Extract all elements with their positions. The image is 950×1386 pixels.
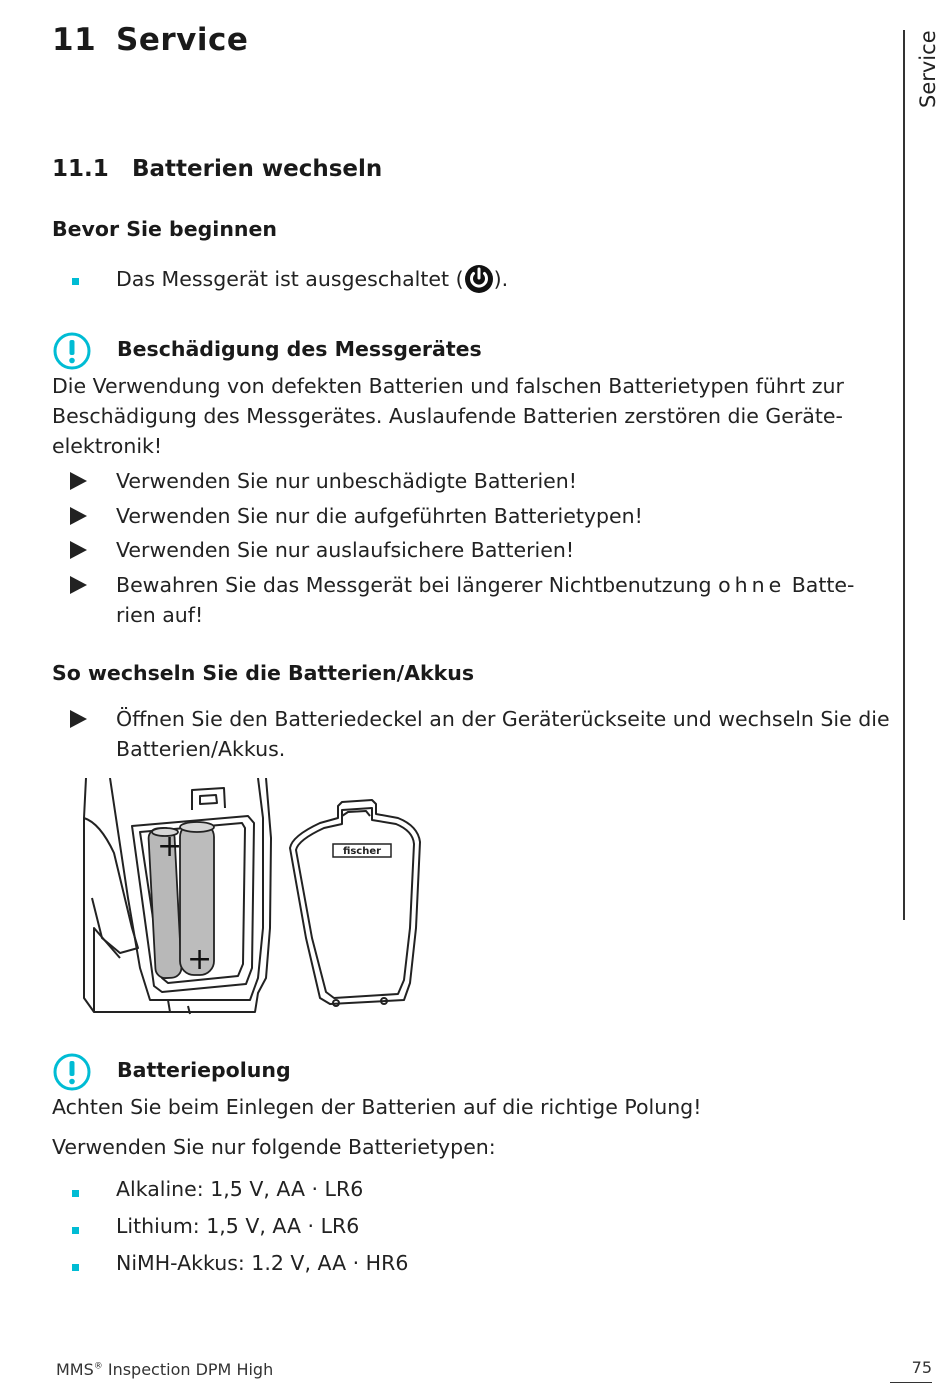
battery-plus-2: + [187,942,213,977]
bullet-triangle [70,576,87,594]
section-title-text: Batterien wechseln [132,156,383,182]
warning-item-3: Verwenden Sie nur auslaufsichere Batterien! [116,538,575,562]
before-start-item [116,262,896,294]
warning-title: Beschädigung des Messgerätes [117,337,482,361]
warning-item-1: Verwenden Sie nur unbeschädigte Batterien! [116,469,578,493]
chapter-number: 11 [52,22,97,58]
before-start-heading: Bevor Sie beginnen [52,217,278,241]
warning-item-4-pre: Bewahren Sie das Messgerät bei längerer Nichtbenutzung [116,573,712,597]
side-tab-label: Service [916,30,940,108]
before-start-item-post: ). [493,267,509,291]
side-divider [903,30,905,920]
warning-item-4-post: Batte-rien auf! [116,573,855,627]
bullet-square [72,1190,79,1197]
page-number: 75 [911,1358,932,1377]
polarity-title: Batteriepolung [117,1058,291,1082]
footer-product [56,1360,273,1379]
battery-plus-1: + [157,829,183,864]
chapter-title [52,22,248,58]
bullet-triangle [70,710,87,728]
bullet-square [72,1264,79,1271]
battery-type-alkaline: Alkaline: 1,5 V, AA · LR6 [116,1177,364,1201]
warning-text: Die Verwendung von defekten Batterien und falschen Batterietypen führt zur Beschädigung des Messgerätes. Auslaufende Batterien zerstören die Geräte-elektronik! [52,374,844,458]
procedure-heading: So wechseln Sie die Batterien/Akkus [52,661,475,685]
battery-illustration [80,778,450,1018]
page-number-underline [890,1382,932,1383]
brand-logo: fischer [342,846,382,857]
warning-item-4 [116,570,886,630]
bullet-triangle [70,507,87,525]
footer-product-pre: MMS [56,1360,94,1379]
battery-types-intro: Verwenden Sie nur folgende Batterietypen: [52,1135,496,1159]
bullet-triangle [70,541,87,559]
footer-reg-mark: ® [93,1361,103,1372]
bullet-square [72,278,79,285]
warning-icon [52,331,92,371]
section-title [52,156,382,182]
before-start-item-pre: Das Messgerät ist ausgeschaltet ( [116,267,464,291]
bullet-triangle [70,472,87,490]
battery-type-nimh: NiMH-Akkus: 1.2 V, AA · HR6 [116,1251,409,1275]
bullet-square [72,1227,79,1234]
warning-item-2: Verwenden Sie nur die aufgeführten Batterietypen! [116,504,643,528]
warning-item-4-emphasis: ohne [718,573,786,597]
polarity-text: Achten Sie beim Einlegen der Batterien auf die richtige Polung! [52,1095,702,1119]
chapter-title-text: Service [116,22,249,58]
warning-icon [52,1052,92,1092]
footer-product-post: Inspection DPM High [102,1360,274,1379]
battery-type-lithium: Lithium: 1,5 V, AA · LR6 [116,1214,360,1238]
procedure-step: Öffnen Sie den Batteriedeckel an der Geräterückseite und wechseln Sie die Batterien/Akkus. [116,707,890,761]
section-number: 11.1 [52,156,109,182]
power-icon [464,262,494,294]
side-tab [910,30,940,110]
